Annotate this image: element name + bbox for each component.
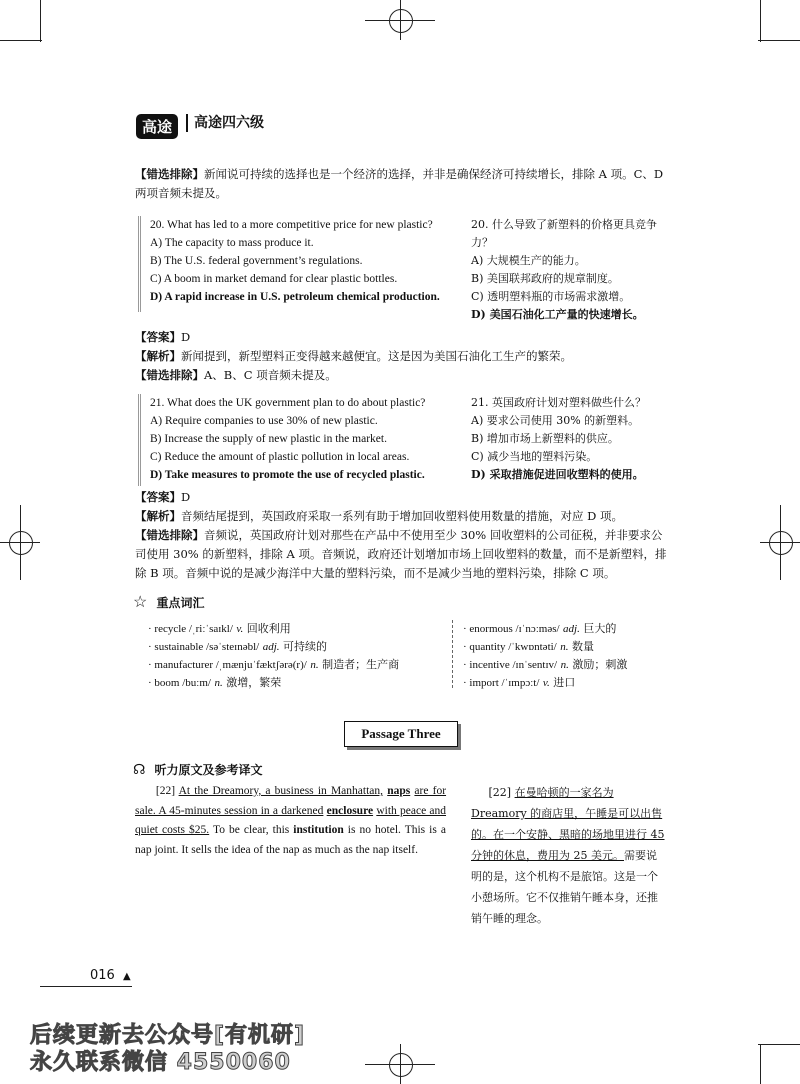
q20-question-en: 20. What has led to a more competitive price for new plastic? [150,219,433,231]
q21-analysis: 【解析】音频结尾提到，英国政府采取一系列有助于增加回收塑料使用数量的措施，对应 D 项。 [135,509,624,523]
vocab-item: · boom /buːm/ n. 激增，繁荣 [148,676,282,689]
passage-title: Passage Three [344,721,458,747]
crop-mark [0,40,42,41]
vocab-item: · incentive /ɪnˈsentɪv/ n. 激励；刺激 [463,658,628,671]
vocab-heading [133,592,204,611]
passage-english: [22] At the Dreamory, a business in Manhattan, naps are for sale. A 45-minutes session in a darkened enclosure with peace and quiet costs $25. To be clear, this institution is no hotel. This is a nap joint. It sells the idea of the nap as much as the nap itself. [135,785,447,856]
q21-option-d-en: D) Take measures to promote the use of recycled plastic. [150,469,425,481]
q21-option-b-cn: B) 增加市场上新塑料的供应。 [471,432,619,445]
q20-question-cn: 20. 什么导致了新塑料的价格更具竞争力？ [471,218,657,249]
q21-question-en: 21. What does the UK government plan to do about plastic? [150,397,426,409]
star-icon: ☆ [133,592,148,611]
q20-option-c-en: C) A boom in market demand for clear plastic bottles. [150,273,398,285]
watermark-line-1: 后续更新去公众号[有机研] [30,1023,306,1048]
q21-option-c-en: C) Reduce the amount of plastic pollution in local areas. [150,451,410,463]
q21-option-a-cn: A) 要求公司使用 30% 的新塑料。 [471,414,640,427]
q21-option-a-en: A) Require companies to use 30% of new plastic. [150,415,378,427]
q21-exclusion: 【错选排除】音频说，英国政府计划对那些在产品中不使用至少 30% 回收塑料的公司征税，并非要求公司使用 30% 的新塑料，排除 A 项。音频说，政府还计划增加市场上回收塑料的数量，而不是新塑料，排除 B 项。音频中说的是减少海洋中大量的塑料污染，而不是减少当地的塑料污染，排除 C 项。 [135,528,667,580]
registration-mark [389,9,413,33]
crop-mark [760,0,761,42]
registration-mark [9,531,33,555]
q21-option-b-en: B) Increase the supply of new plastic in the market. [150,433,387,445]
q20-option-c-cn: C) 透明塑料瓶的市场需求激增。 [471,290,631,303]
q21-question-cn: 21. 英国政府计划对塑料做些什么？ [471,396,646,409]
crop-mark [40,0,41,42]
q20-chinese [471,216,671,324]
q20-analysis: 【解析】新闻提到，新型塑料正变得越来越便宜。这是因为美国石油化工生产的繁荣。 [135,349,572,363]
q20-option-b-cn: B) 美国联邦政府的规章制度。 [471,272,619,285]
vocab-left-list [148,620,399,692]
q20-option-a-cn: A) 大规模生产的能力。 [471,254,586,267]
vocab-item: · quantity /ˈkwɒntəti/ n. 数量 [463,640,594,653]
crop-mark [758,40,800,41]
vocab-item: · manufacturer /ˌmænjuˈfæktʃərə(r)/ n. 制造者；生产商 [148,658,400,671]
vocab-item: · sustainable /səˈsteɪnəbl/ adj. 可持续的 [148,640,328,653]
q20-english [150,216,440,306]
crop-mark [760,1044,761,1084]
q20-option-d-cn: D) 美国石油化工产量的快速增长。 [471,308,644,321]
q21-option-c-cn: C) 减少当地的塑料污染。 [471,450,598,463]
brand-logo: 高途 [136,114,178,139]
vocab-divider [452,620,453,688]
registration-mark [769,531,793,555]
q20-block-bar [138,216,149,312]
watermark-line-2: 永久联系微信 4550060 [30,1050,291,1075]
q21-block-bar [138,394,149,486]
vocab-title: 重点词汇 [156,596,205,610]
vocab-item: · enormous /ɪˈnɔːməs/ adj. 巨大的 [463,622,617,635]
vocab-right-list [463,620,627,692]
q20-answer: 【答案】D [135,330,191,344]
q21-answer: 【答案】D [135,490,191,504]
section-title: 听力原文及参考译文 [154,763,263,777]
page-number: 016 ▲ [90,968,131,983]
q21-option-d-cn: D) 采取措施促进回收塑料的使用。 [471,468,644,481]
passage-chinese: [22] 在曼哈顿的一家名为 Dreamory 的商店里，午睡是可以出售的。在一个安静、黑暗的场地里进行 45 分钟的休息，费用为 25 美元。需要说明的是，这个机构不是旅馆。这是一个小憩场所。它不仅推销午睡本身，还推销午睡的理念。 [471,786,665,925]
footer-rule [40,986,132,987]
q20-exclusion: 【错选排除】A、B、C 项音频未提及。 [135,368,337,382]
vocab-item: · import /ˈɪmpɔːt/ v. 进口 [463,676,576,689]
q21-chinese [471,394,671,484]
q20-option-b-en: B) The U.S. federal government’s regulations. [150,255,363,267]
q20-option-a-en: A) The capacity to mass produce it. [150,237,314,249]
triangle-icon: ▲ [122,971,131,982]
q21-english [150,394,425,484]
headphones-icon: ☊ [133,762,146,778]
brand-name: 高途四六级 [186,114,264,132]
crop-mark [758,1044,800,1045]
q20-option-d-en: D) A rapid increase in U.S. petroleum chemical production. [150,291,440,303]
registration-mark [389,1053,413,1077]
section-heading [133,759,263,778]
vocab-item: · recycle /ˌriːˈsaɪkl/ v. 回收利用 [148,622,291,635]
q19-exclusion: 【错选排除】新闻说可持续的选择也是一个经济的选择，并非是确保经济可持续增长，排除 A 项。C、D 两项音频未提及。 [135,167,664,200]
